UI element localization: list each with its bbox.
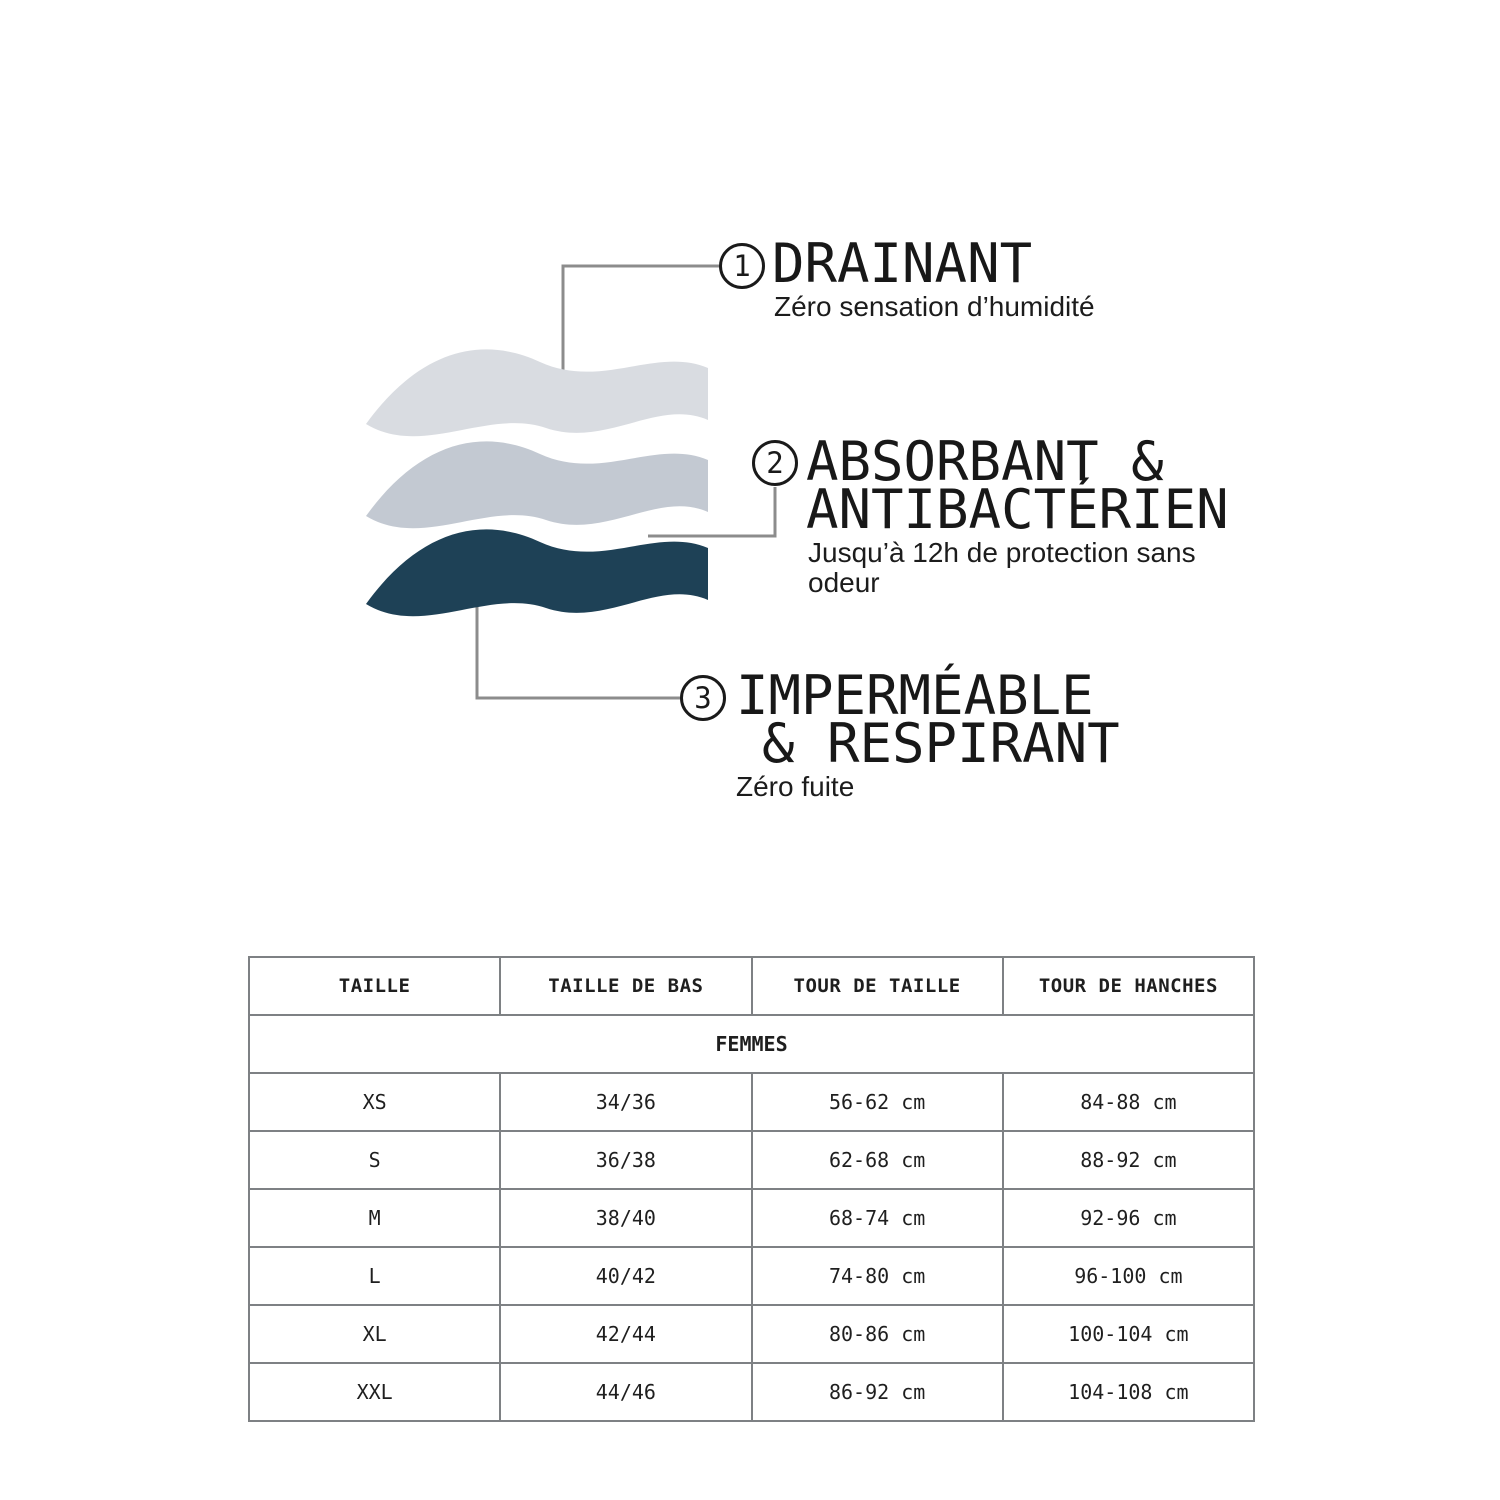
column-header-taille: TAILLE [249,957,500,1015]
annotation-2-title-line-1: ABSORBANT & [806,430,1164,493]
cell-taille: XL [249,1305,500,1363]
cell-tour-de-hanches: 104-108 cm [1003,1363,1254,1421]
fabric-layer-absorbant [366,441,708,528]
cell-tour-de-taille: 62-68 cm [752,1131,1003,1189]
annotation-2-title [806,430,1229,541]
fabric-layer-drainant [366,349,708,436]
annotation-3-title-line-1: IMPERMÉABLE [736,664,1094,727]
fabric-layers-illustration [360,324,714,664]
connector-line-1 [563,266,719,378]
section-row-femmes [249,1015,1254,1073]
annotation-3-subtitle: Zéro fuite [736,771,855,802]
cell-tour-de-taille: 68-74 cm [752,1189,1003,1247]
cell-tour-de-taille: 86-92 cm [752,1363,1003,1421]
annotation-3-title [736,664,1120,775]
cell-taille-de-bas: 42/44 [500,1305,751,1363]
annotation-2-subtitle-line-2: odeur [808,567,880,598]
cell-taille-de-bas: 40/42 [500,1247,751,1305]
connector-line-2 [648,487,775,536]
size-row-xl [249,1305,1254,1363]
annotation-2-subtitle-line-1: Jusqu’à 12h de protection sans [808,537,1196,568]
cell-taille: S [249,1131,500,1189]
annotation-2-subtitle [808,538,1196,598]
cell-taille-de-bas: 36/38 [500,1131,751,1189]
annotation-1-subtitle: Zéro sensation d’humidité [774,291,1095,322]
section-header-femmes: FEMMES [249,1015,1254,1073]
size-row-s [249,1131,1254,1189]
cell-tour-de-taille: 74-80 cm [752,1247,1003,1305]
cell-taille: L [249,1247,500,1305]
cell-tour-de-taille: 56-62 cm [752,1073,1003,1131]
cell-tour-de-hanches: 92-96 cm [1003,1189,1254,1247]
cell-tour-de-hanches: 88-92 cm [1003,1131,1254,1189]
annotation-1-number-badge: 1 [719,243,765,289]
size-row-m [249,1189,1254,1247]
column-header-taille-de-bas: TAILLE DE BAS [500,957,751,1015]
size-chart-table [248,956,1255,1422]
annotation-2-title-line-2: ANTIBACTÉRIEN [806,478,1229,541]
cell-taille: M [249,1189,500,1247]
size-row-xs [249,1073,1254,1131]
cell-taille-de-bas: 44/46 [500,1363,751,1421]
size-row-l [249,1247,1254,1305]
column-header-tour-de-taille: TOUR DE TAILLE [752,957,1003,1015]
connector-line-3 [477,598,680,698]
annotation-2-number-badge: 2 [752,440,798,486]
cell-taille: XXL [249,1363,500,1421]
annotation-3-number-badge: 3 [680,675,726,721]
cell-tour-de-hanches: 96-100 cm [1003,1247,1254,1305]
cell-tour-de-hanches: 84-88 cm [1003,1073,1254,1131]
size-row-xxl [249,1363,1254,1421]
annotation-3-title-line-2: & RESPIRANT [762,712,1120,775]
cell-taille: XS [249,1073,500,1131]
cell-taille-de-bas: 38/40 [500,1189,751,1247]
cell-taille-de-bas: 34/36 [500,1073,751,1131]
annotation-1-title: DRAINANT [772,232,1033,295]
cell-tour-de-taille: 80-86 cm [752,1305,1003,1363]
size-chart-header-row [249,957,1254,1015]
cell-tour-de-hanches: 100-104 cm [1003,1305,1254,1363]
fabric-layer-impermeable [366,529,708,616]
column-header-tour-de-hanches: TOUR DE HANCHES [1003,957,1254,1015]
